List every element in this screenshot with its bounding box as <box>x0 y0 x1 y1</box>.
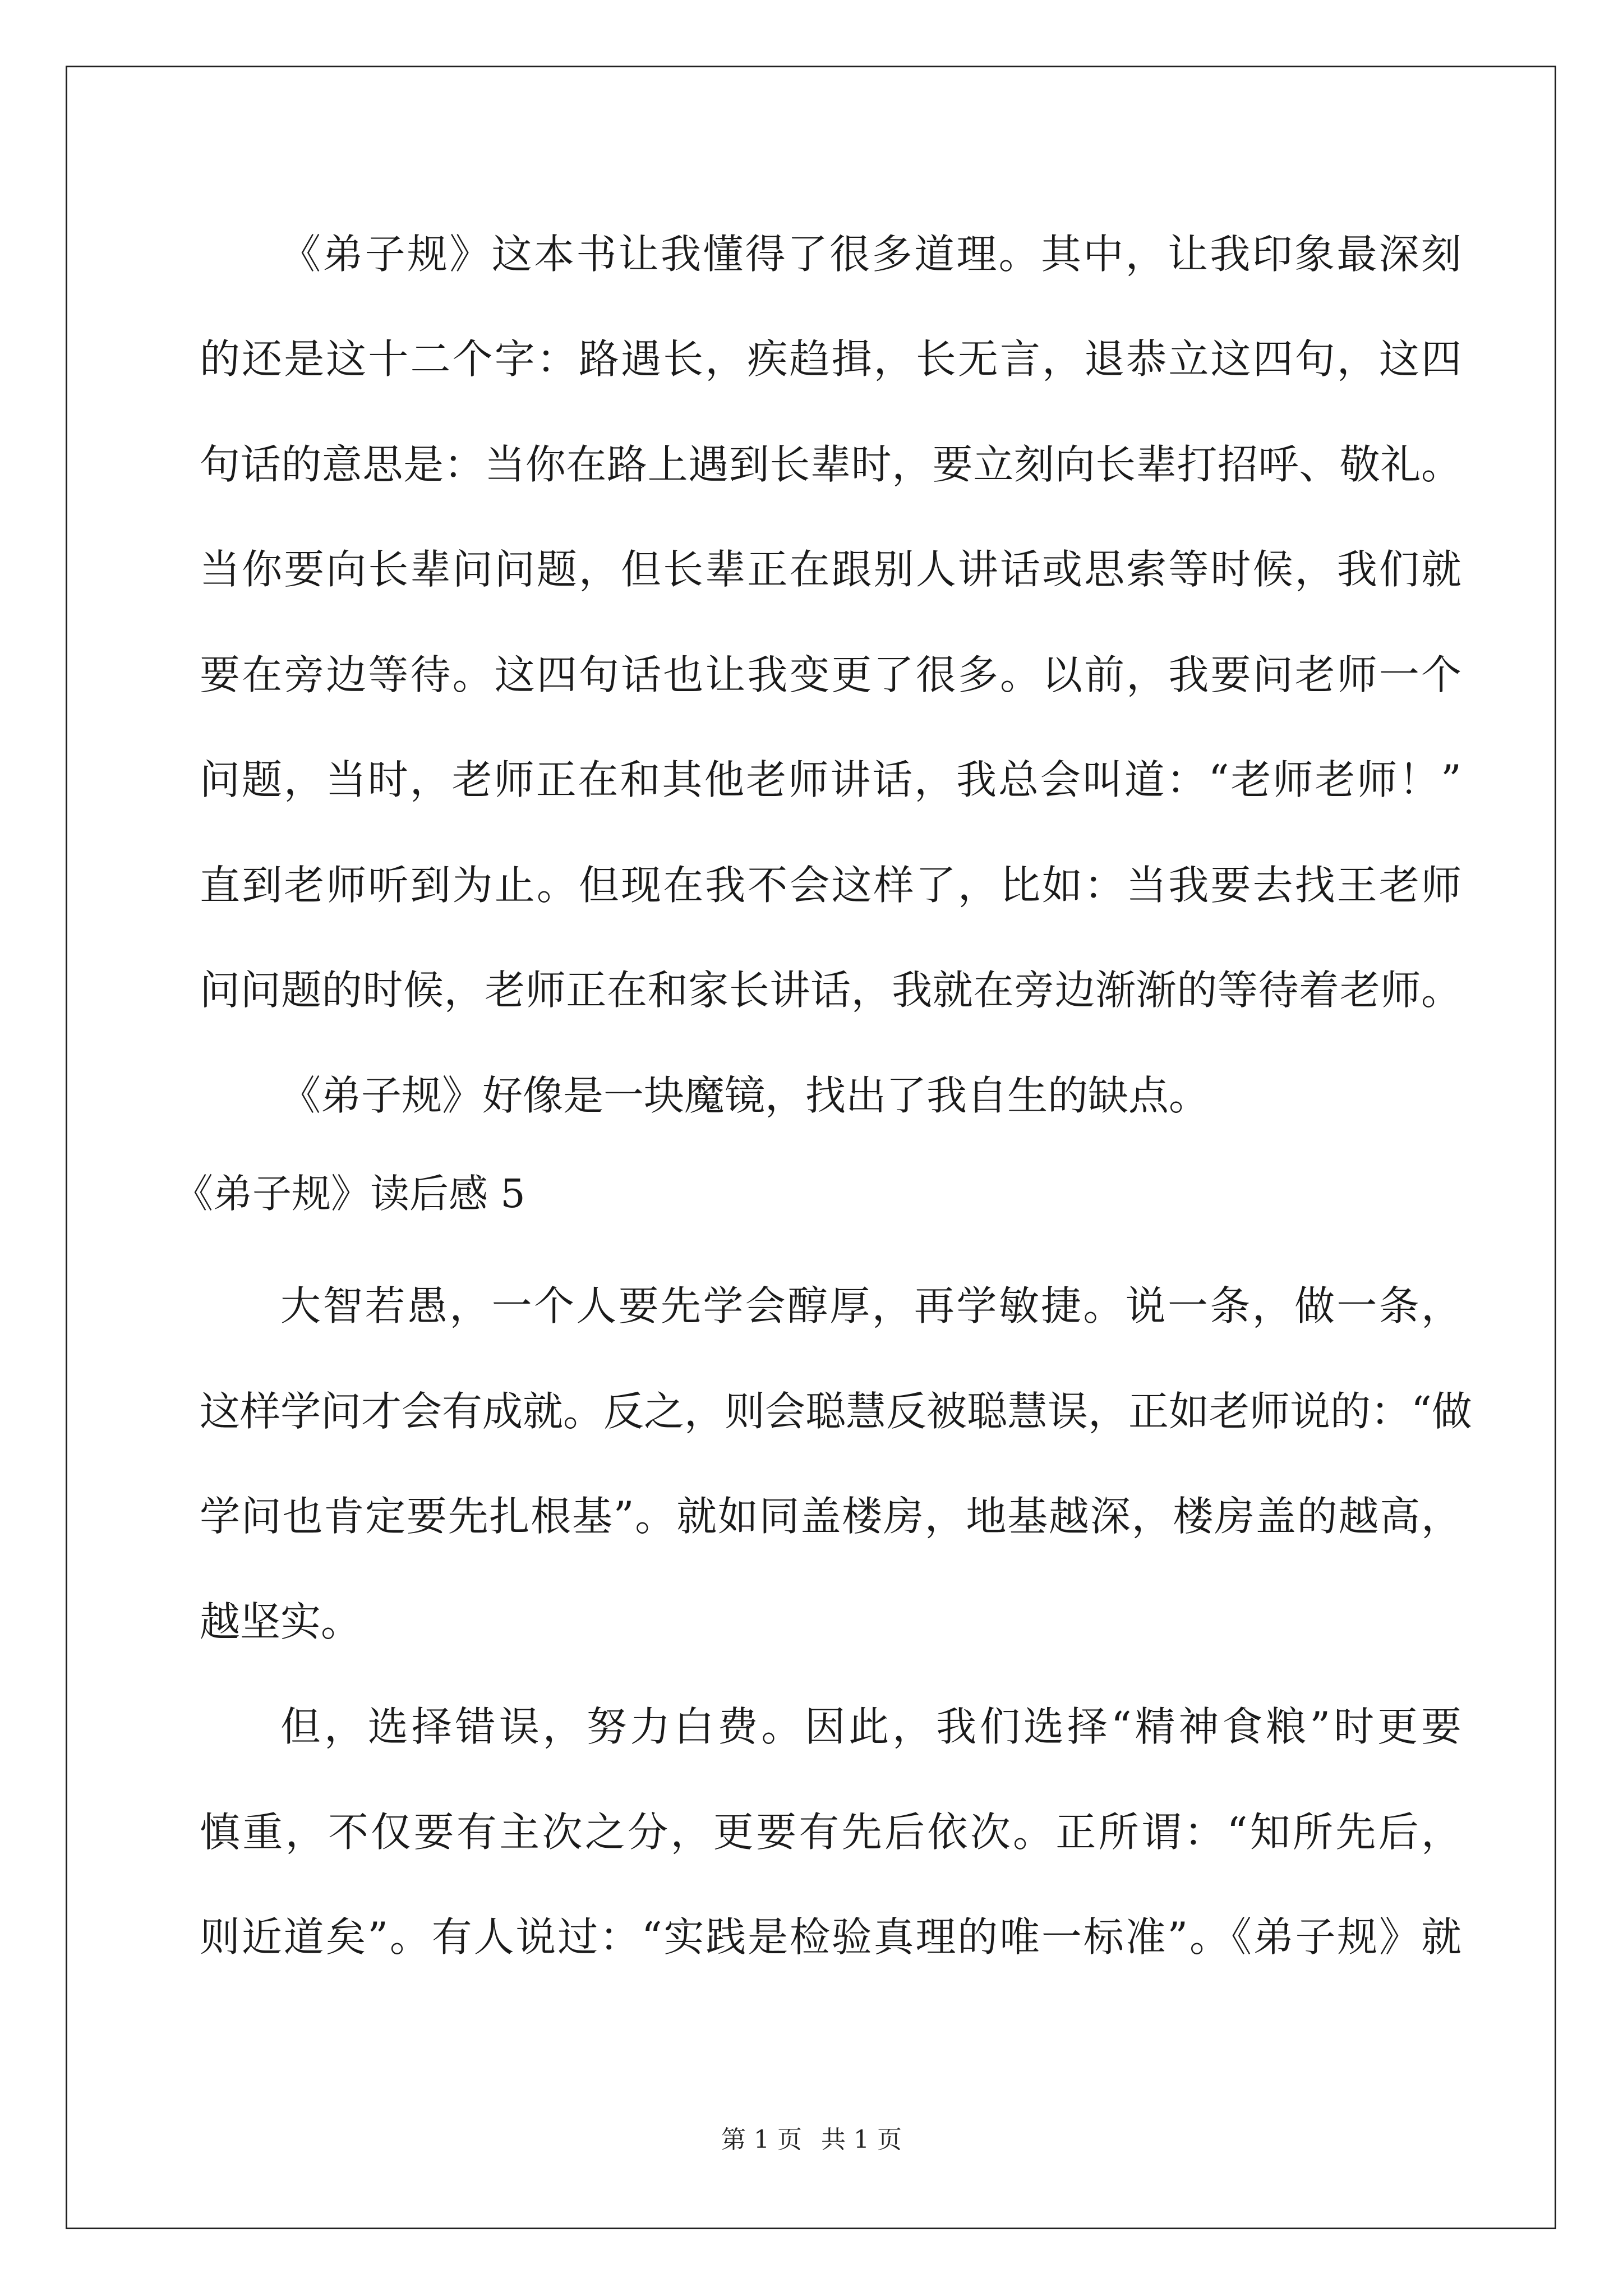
paragraph-3-line-3: 学问也肯定要先扎根基”。就如同盖楼房，地基越深，楼房盖的越高， <box>200 1493 1461 1540</box>
paragraph-4-line-1: 但，选择错误，努力白费。因此，我们选择“精神食粮”时更要 <box>280 1703 1461 1750</box>
page-number: 第 1 页 <box>721 2125 802 2154</box>
paragraph-1-line-3: 句话的意思是：当你在路上遇到长辈时，要立刻向长辈打招呼、敬礼。 <box>200 441 1461 488</box>
paragraph-1-line-7: 直到老师听到为止。但现在我不会这样了，比如：当我要去找王老师 <box>200 862 1461 909</box>
page-frame <box>66 66 1556 2229</box>
paragraph-1-line-5: 要在旁边等待。这四句话也让我变更了很多。以前，我要问老师一个 <box>200 651 1461 698</box>
paragraph-3-line-2: 这样学问才会有成就。反之，则会聪慧反被聪慧误，正如老师说的：“做 <box>200 1388 1472 1435</box>
section-heading: 《弟子规》读后感 5 <box>174 1171 525 1217</box>
page-footer <box>0 2123 1623 2157</box>
paragraph-3-line-4: 越坚实。 <box>200 1598 362 1645</box>
paragraph-1-line-2: 的还是这十二个字：路遇长，疾趋揖，长无言，退恭立这四句，这四 <box>200 335 1461 383</box>
paragraph-4-line-2: 慎重，不仅要有主次之分，更要有先后依次。正所谓：“知所先后， <box>200 1809 1461 1856</box>
paragraph-2: 《弟子规》好像是一块魔镜，找出了我自生的缺点。 <box>280 1072 1210 1119</box>
paragraph-1-line-8: 问问题的时候，老师正在和家长讲话，我就在旁边渐渐的等待着老师。 <box>200 967 1461 1014</box>
paragraph-1-line-4: 当你要向长辈问问题，但长辈正在跟别人讲话或思索等时候，我们就 <box>200 546 1461 593</box>
paragraph-3-line-1: 大智若愚，一个人要先学会醇厚，再学敏捷。说一条，做一条， <box>280 1282 1461 1329</box>
page-total: 共 1 页 <box>821 2125 902 2154</box>
paragraph-4-line-3: 则近道矣”。有人说过：“实践是检验真理的唯一标准”。《弟子规》就 <box>200 1913 1461 1961</box>
paragraph-1-line-6: 问题，当时，老师正在和其他老师讲话，我总会叫道：“老师老师！” <box>200 756 1461 803</box>
paragraph-1-line-1: 《弟子规》这本书让我懂得了很多道理。其中，让我印象最深刻 <box>280 231 1461 278</box>
